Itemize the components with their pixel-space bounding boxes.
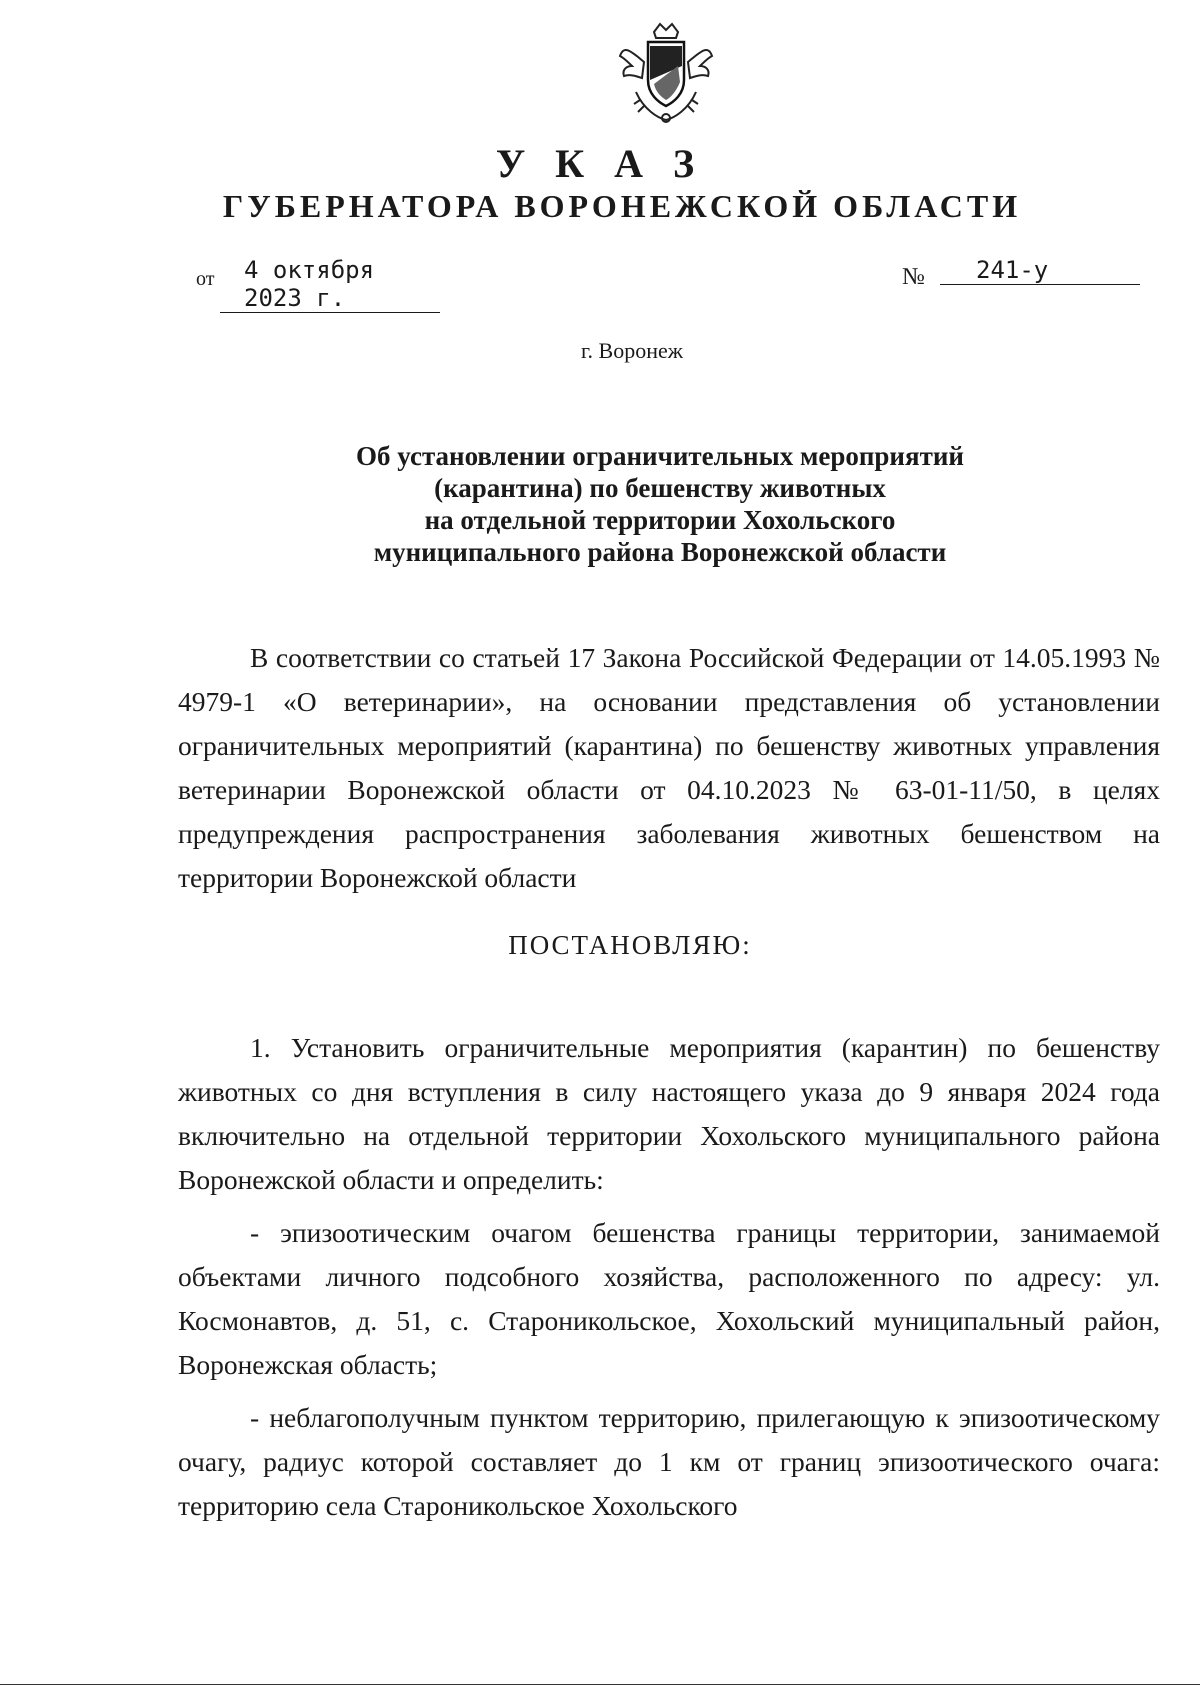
document-number: 241-у bbox=[940, 256, 1140, 285]
document-heading-line: Об установлении ограничительных мероприятий bbox=[356, 441, 964, 471]
issuer-title: ГУБЕРНАТОРА ВОРОНЕЖСКОЙ ОБЛАСТИ bbox=[222, 188, 1022, 224]
document-date: 4 октября 2023 г. bbox=[220, 256, 440, 313]
document-heading-line: (карантина) по бешенству животных bbox=[434, 473, 886, 503]
decree-item: - неблагополучным пунктом территорию, прилегающую к эпизоотическому очагу, радиус которой составляет до 1 км от границ эпизоотического очага: территорию села Староникольское Хохольского bbox=[178, 1402, 1160, 1521]
document-heading-line: на отдельной территории Хохольского bbox=[424, 505, 896, 535]
decree-keyword: ПОСТАНОВЛЯЮ: bbox=[508, 930, 752, 960]
coat-of-arms-icon bbox=[614, 22, 718, 126]
document-heading-line: муниципального района Воронежской области bbox=[373, 537, 947, 567]
document-number-label: № bbox=[902, 264, 925, 290]
decree-item: 1. Установить ограничительные мероприятия (карантин) по бешенству животных со дня вступления в силу настоящего указа до 9 января 2024 года включительно на отдельной территории Хохольского муниципального района Воронежской области и определить: bbox=[178, 1032, 1160, 1195]
page-bottom-rule bbox=[0, 1684, 1200, 1685]
decree-items bbox=[178, 1026, 1160, 1537]
issue-city: г. Воронеж bbox=[581, 338, 683, 363]
preamble-paragraph: В соответствии со статьей 17 Закона Российской Федерации от 14.05.1993 № 4979-1 «О ветеринарии», на основании представления об установлении ограничительных мероприятий (карантина) по бешенству животных управления ветеринарии Воронежской области от 04.10.2023 № 63-01-11/50, в целях предупреждения распространения заболевания животных бешенством на территории Воронежской области bbox=[178, 642, 1160, 893]
document-type-title: У К А З bbox=[495, 141, 705, 186]
decree-item: - эпизоотическим очагом бешенства границы территории, занимаемой объектами личного подсобного хозяйства, расположенного по адресу: ул. Космонавтов, д. 51, с. Староникольское, Хохольский муниципальный район, Воронежская область; bbox=[178, 1217, 1160, 1380]
preamble-section bbox=[178, 636, 1160, 900]
date-from-label: от bbox=[196, 268, 215, 290]
document-heading bbox=[180, 440, 1140, 568]
